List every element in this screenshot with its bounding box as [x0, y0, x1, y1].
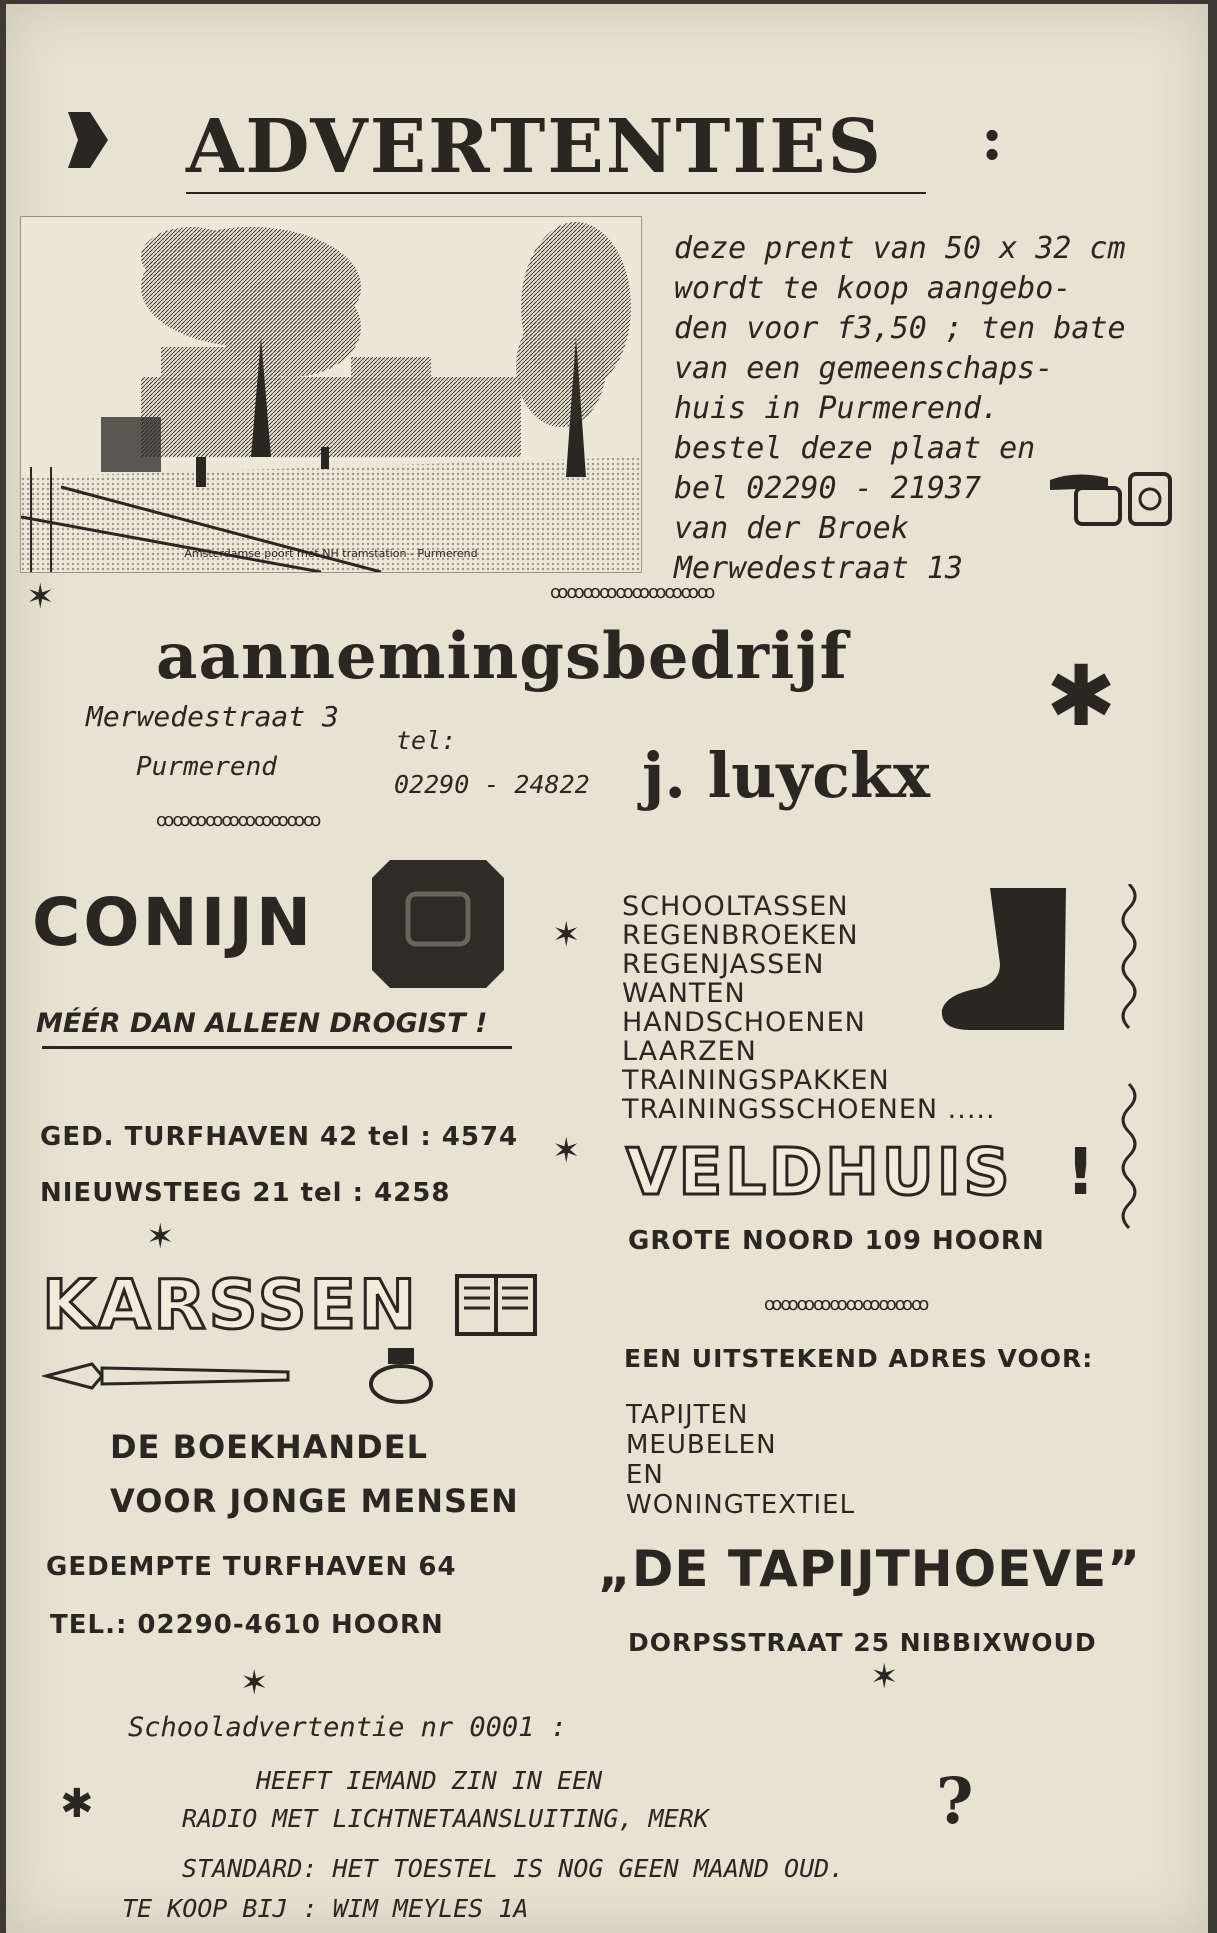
contractor-tel: 02290 - 24822 [394, 770, 590, 799]
etching-caption: Amsterdamse poort met NH tramstation - Purmerend [184, 547, 478, 560]
drugstore-slogan: MÉÉR DAN ALLEEN DROGIST ! [36, 1008, 488, 1039]
book-icon [454, 1268, 538, 1338]
print-ad-text [674, 229, 1126, 589]
star-icon: ✶ [552, 915, 581, 955]
drugstore-logo-icon [368, 856, 508, 992]
carpet-store-name: „DE TAPIJTHOEVE” [598, 1540, 1142, 1598]
school-ad-line: HEEFT IEMAND ZIN IN EEN [256, 1766, 603, 1795]
slogan-underline [42, 1046, 512, 1049]
drugstore-address-1: GED. TURFHAVEN 42 tel : 4574 [40, 1122, 519, 1152]
print-ad-line: van der Broek [674, 511, 909, 546]
carpet-list [626, 1400, 855, 1520]
carpet-item: MEUBELEN [626, 1430, 777, 1460]
school-ad-title: Schooladvertentie nr 0001 : [128, 1712, 567, 1743]
page-title: ADVERTENTIES [186, 104, 883, 190]
print-ad-line: Merwedestraat 13 [674, 551, 963, 586]
star-icon: ✶ [552, 1131, 581, 1171]
print-ad-line: huis in Purmerend. [674, 391, 1000, 426]
clothing-item: TRAININGSPAKKEN [622, 1065, 890, 1096]
carpet-item: WONINGTEXTIEL [626, 1490, 856, 1520]
contractor-headline: aannemingsbedrijf [156, 619, 848, 694]
carpet-item: EN [626, 1460, 664, 1490]
bookshop-tel: TEL.: 02290-4610 HOORN [50, 1610, 444, 1640]
etching-image [20, 216, 642, 573]
star-icon: ✶ [870, 1657, 899, 1697]
carpet-address: DORPSSTRAAT 25 NIBBIXWOUD [628, 1628, 1097, 1657]
newsletter-page [6, 4, 1208, 1933]
question-mark: ? [936, 1764, 974, 1839]
print-ad-line: bestel deze plaat en [674, 431, 1036, 466]
wavy-border [1114, 884, 1144, 1244]
clothing-item: WANTEN [622, 978, 746, 1009]
school-ad-line: TE KOOP BIJ : WIM MEYLES 1A [122, 1894, 529, 1923]
school-ad-line: RADIO MET LICHTNETAANSLUITING, MERK [182, 1804, 709, 1833]
star-icon: ✶ [146, 1217, 175, 1257]
clothing-item: LAARZEN [622, 1036, 757, 1067]
clothing-item: REGENJASSEN [622, 949, 825, 980]
drugstore-address-2: NIEUWSTEEG 21 tel : 4258 [40, 1178, 451, 1208]
telephone-icon [1046, 466, 1176, 528]
print-ad-line: bel 02290 - 21937 [674, 471, 982, 506]
star-icon: ✶ [26, 577, 55, 617]
asterisk-icon: ✱ [1046, 647, 1117, 745]
arrow-icon [64, 108, 110, 172]
asterisk-icon: ✱ [60, 1781, 94, 1827]
contractor-city: Purmerend [136, 752, 277, 782]
contractor-tel-label: tel: [396, 726, 457, 755]
fountain-pen-icon [42, 1356, 292, 1396]
print-ad-line: den voor f3,50 ; ten bate [674, 311, 1126, 346]
clothing-store-name: VELDHUIS [626, 1136, 1013, 1210]
title-underline [186, 192, 926, 194]
carpet-item: TAPIJTEN [626, 1400, 749, 1430]
title-colon: : [981, 104, 1006, 174]
carpet-intro: EEN UITSTEKEND ADRES VOOR: [624, 1344, 1094, 1373]
clothing-item: REGENBROEKEN [622, 920, 859, 951]
clothing-item: SCHOOLTASSEN [622, 891, 849, 922]
bookshop-line-2: VOOR JONGE MENSEN [110, 1482, 519, 1520]
bookshop-address: GEDEMPTE TURFHAVEN 64 [46, 1552, 457, 1582]
school-ad-line: STANDARD: HET TOESTEL IS NOG GEEN MAAND OUD. [182, 1854, 845, 1883]
star-icon: ✶ [240, 1663, 269, 1703]
contractor-street: Merwedestraat 3 [86, 700, 339, 733]
boot-icon [940, 884, 1070, 1034]
chain-divider: ꝏꝏꝏꝏꝏꝏꝏꝏꝏꝏ [156, 810, 320, 831]
inkwell-icon [366, 1344, 436, 1406]
bookshop-name: KARSSEN [42, 1266, 419, 1345]
clothing-exclaim: ! [1066, 1136, 1096, 1210]
chain-divider: ꝏꝏꝏꝏꝏꝏꝏꝏꝏꝏ [764, 1294, 928, 1315]
drugstore-name: CONIJN [32, 884, 315, 961]
chain-divider: ꝏꝏꝏꝏꝏꝏꝏꝏꝏꝏ [550, 582, 714, 603]
clothing-address: GROTE NOORD 109 HOORN [628, 1226, 1045, 1256]
print-ad-line: deze prent van 50 x 32 cm [674, 231, 1126, 266]
bookshop-line-1: DE BOEKHANDEL [110, 1428, 428, 1466]
clothing-item: TRAININGSSCHOENEN ..... [622, 1094, 996, 1125]
clothing-item: HANDSCHOENEN [622, 1007, 866, 1038]
print-ad-line: van een gemeenschaps- [674, 351, 1054, 386]
print-ad-line: wordt te koop aangebo- [674, 271, 1072, 306]
contractor-name: j. luyckx [642, 739, 930, 812]
